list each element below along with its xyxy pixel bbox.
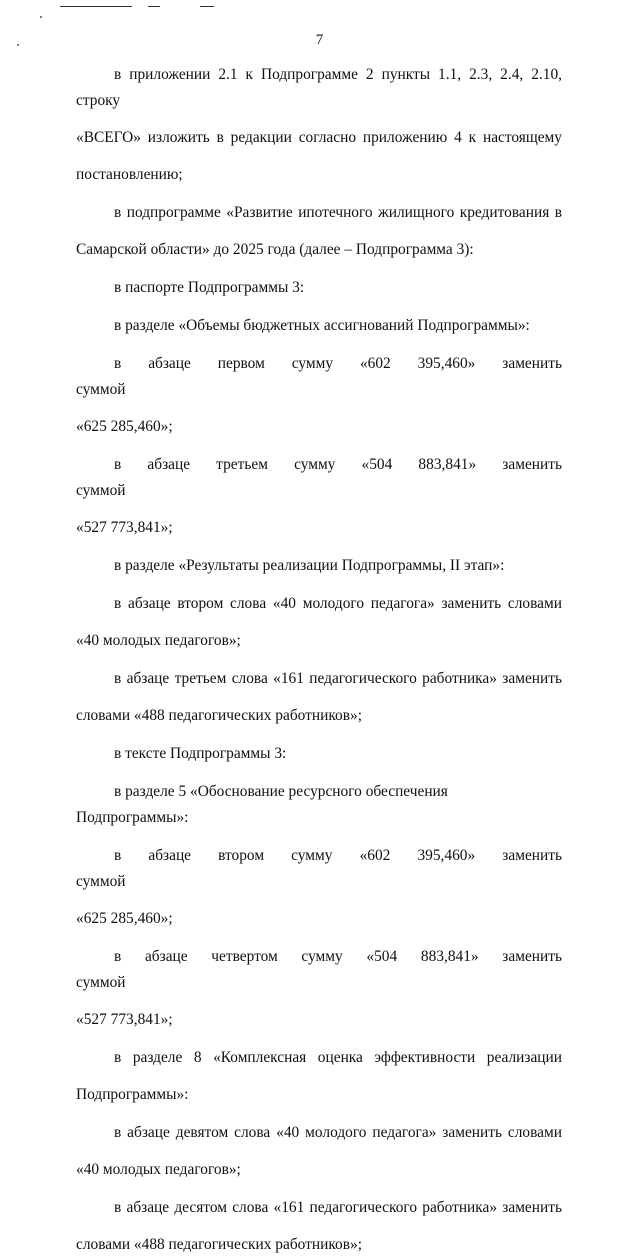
text-line: в абзаце десятом слова «161 педагогического работника» заменить <box>114 1199 562 1216</box>
text-line: «ВСЕГО» изложить в редакции согласно приложению 4 к настоящему <box>76 129 562 146</box>
text-line: «40 молодых педагогов»; <box>76 1161 241 1178</box>
text-line: в абзаце первом сумму «602 395,460» заменить суммой <box>76 355 562 398</box>
paragraph <box>76 351 562 440</box>
text-line: постановлению; <box>76 166 183 183</box>
text-line: в разделе «Объемы бюджетных ассигнований Подпрограммы»: <box>114 317 530 334</box>
text-line: в абзаце втором слова «40 молодого педагога» заменить словами <box>114 595 562 612</box>
paragraph <box>76 591 562 654</box>
top-scan-line-3 <box>200 6 214 7</box>
text-line: в абзаце третьем сумму «504 883,841» заменить суммой <box>76 456 562 499</box>
paragraph <box>76 1195 562 1258</box>
text-line: в тексте Подпрограммы 3: <box>114 745 287 762</box>
paragraph <box>76 452 562 541</box>
text-line: в разделе 8 «Комплексная оценка эффективности реализации <box>114 1049 562 1066</box>
paragraph <box>76 1120 562 1183</box>
document-body <box>76 62 562 1258</box>
text-line: в абзаце третьем слова «161 педагогического работника» заменить <box>114 670 562 687</box>
text-line: Подпрограммы»: <box>76 1086 189 1103</box>
text-line: «527 773,841»; <box>76 519 173 536</box>
paragraph <box>76 944 562 1033</box>
paragraph <box>76 843 562 932</box>
paragraph <box>76 200 562 263</box>
text-line: в абзаце втором сумму «602 395,460» заменить суммой <box>76 847 562 890</box>
top-scan-line-1 <box>60 6 132 7</box>
paragraph <box>76 62 562 188</box>
text-line: в абзаце четвертом сумму «504 883,841» заменить суммой <box>76 948 562 991</box>
text-line: словами «488 педагогических работников»; <box>76 707 362 724</box>
text-line: «625 285,460»; <box>76 910 173 927</box>
text-line: в разделе «Результаты реализации Подпрограммы, II этап»: <box>114 557 505 574</box>
text-line: «527 773,841»; <box>76 1011 173 1028</box>
paragraph <box>76 666 562 729</box>
paragraph <box>76 1045 562 1108</box>
text-line: словами «488 педагогических работников»; <box>76 1236 362 1253</box>
text-line: в абзаце девятом слова «40 молодого педагога» заменить словами <box>114 1124 562 1141</box>
text-line: в подпрограмме «Развитие ипотечного жилищного кредитования в <box>114 204 562 221</box>
text-line: в паспорте Подпрограммы 3: <box>114 279 305 296</box>
text-line: в разделе 5 «Обоснование ресурсного обеспечения Подпрограммы»: <box>76 783 448 826</box>
top-scan-line-2 <box>148 6 160 7</box>
text-line: Самарской области» до 2025 года (далее – Подпрограмма 3): <box>76 241 474 258</box>
scan-speck <box>40 16 42 18</box>
text-line: «625 285,460»; <box>76 418 173 435</box>
text-line: «40 молодых педагогов»; <box>76 632 241 649</box>
page-number: 7 <box>315 32 324 48</box>
text-line: в приложении 2.1 к Подпрограмме 2 пункты 1.1, 2.3, 2.4, 2.10, строку <box>76 66 562 109</box>
